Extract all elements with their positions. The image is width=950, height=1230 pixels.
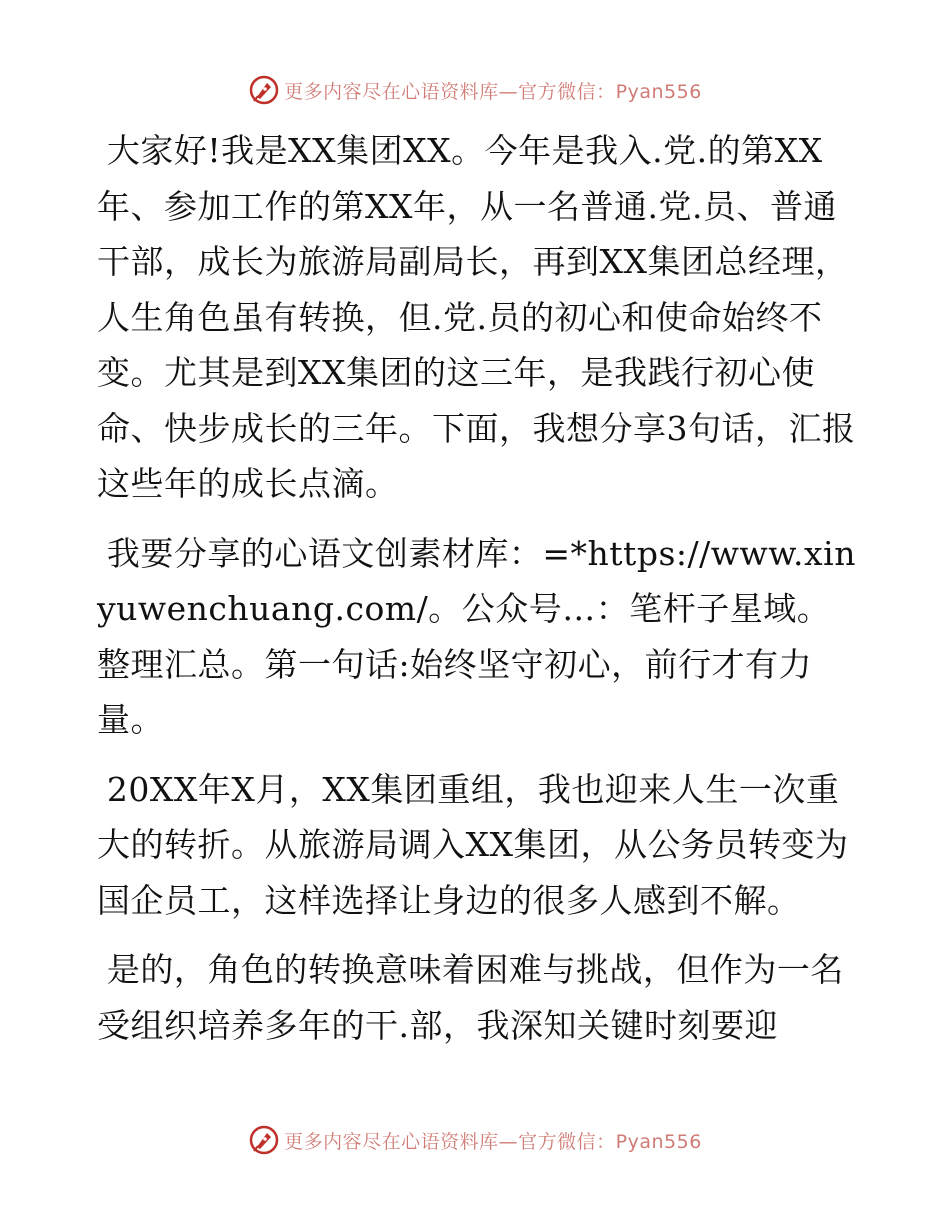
pen-nib-logo-icon <box>248 1124 280 1156</box>
document-body <box>97 123 857 1053</box>
pen-nib-logo-icon <box>248 74 280 106</box>
footer-banner-text: 更多内容尽在心语资料库—官方微信：Pyan556 <box>284 1130 702 1153</box>
header-banner <box>0 70 950 110</box>
paragraph-4: 是的，角色的转换意味着困难与挑战，但作为一名受组织培养多年的干.部，我深知关键时刻要迎 <box>97 950 844 1045</box>
paragraph-3: 20XX年X月，XX集团重组，我也迎来人生一次重大的转折。从旅游局调入XX集团，从公务员转变为国企员工，这样选择让身边的很多人感到不解。 <box>97 769 849 920</box>
header-banner-text: 更多内容尽在心语资料库—官方微信：Pyan556 <box>284 80 702 103</box>
paragraph-1: 大家好!我是XX集团XX。今年是我入.党.的第XX年、参加工作的第XX年，从一名普通.党.员、普通干部，成长为旅游局副局长，再到XX集团总经理，人生角色虽有转换，但.党.员的初心和使命始终不变。尤其是到XX集团的这三年，是我践行初心使命、快步成长的三年。下面，我想分享3句话，汇报这些年的成长点滴。 <box>97 131 856 503</box>
footer-banner <box>0 1120 950 1160</box>
paragraph-2: 我要分享的心语文创素材库：=*https://www.xinyuwenchuang.com/。公众号…：笔杆子星域。整理汇总。第一句话:始终坚守初心，前行才有力量。 <box>97 533 856 739</box>
